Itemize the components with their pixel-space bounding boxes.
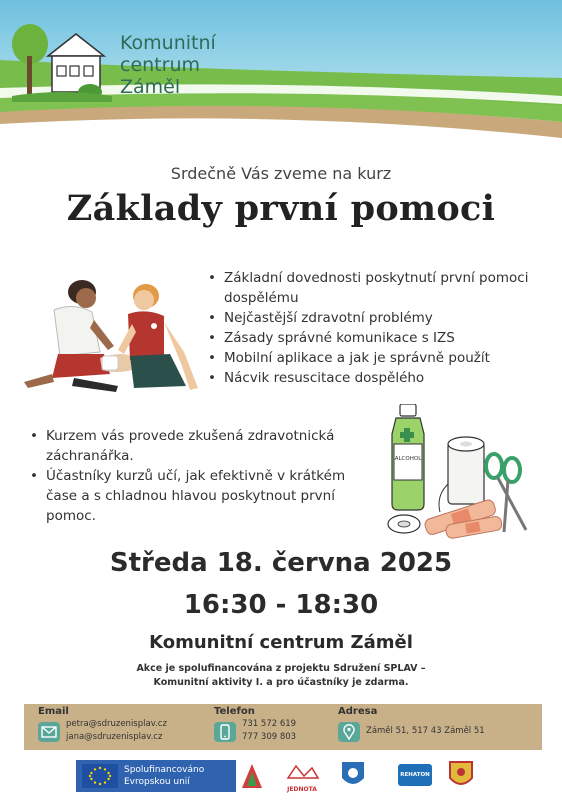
jednota-logo-mark — [284, 762, 320, 782]
email-icon — [38, 722, 60, 742]
phone-number-1[interactable]: 731 572 619 — [242, 719, 297, 729]
eu-logo — [76, 760, 236, 792]
event-date: Středa 18. června 2025 — [109, 548, 453, 578]
location-pin-icon — [338, 722, 360, 742]
phone-icon — [214, 722, 236, 742]
logo-line-2: centrum — [120, 54, 200, 76]
region-logo-1 — [238, 760, 266, 792]
eu-text-line-1: Spolufinancováno — [124, 765, 205, 775]
address-text: Záměl 51, 517 43 Záměl 51 — [366, 726, 485, 736]
bottle-label: ALCOHOL — [394, 456, 422, 462]
topics-list — [208, 268, 538, 388]
logo-line-3: Záměl — [120, 76, 181, 98]
address-heading: Adresa — [338, 706, 378, 717]
event-venue: Komunitní centrum Záměl — [149, 632, 413, 653]
email-link-1[interactable]: petra@sdruzenisplav.cz — [66, 719, 167, 729]
phone-number-2[interactable]: 777 309 803 — [242, 732, 297, 742]
logo-text — [120, 32, 216, 98]
rehaton-logo — [398, 764, 432, 786]
page-title: Základy první pomoci — [66, 188, 496, 229]
jednota-logo — [284, 762, 320, 793]
eu-flag-icon — [82, 764, 118, 788]
list-item: • Nejčastější zdravotní problémy — [208, 308, 538, 328]
contact-bar — [24, 704, 542, 750]
details-list — [30, 426, 378, 526]
email-heading: Email — [38, 706, 69, 717]
intro-text: Srdečně Vás zveme na kurz — [170, 164, 392, 183]
logo-line-1: Komunitní — [120, 32, 216, 54]
eu-text-line-2: Evropskou unií — [124, 777, 190, 787]
jednota-logo-text: JEDNOTA — [287, 786, 317, 793]
list-item: • Účastníky kurzů učí, jak efektivně v krátkém čase a s chladnou hlavou poskytnout první pomoc. — [30, 466, 378, 526]
rehaton-logo-text: REHATON — [400, 772, 430, 778]
list-item: • Kurzem vás provede zkušená zdravotnická záchranářka. — [30, 426, 378, 466]
municipality-crest — [448, 760, 474, 790]
region-logo-2 — [340, 760, 366, 790]
email-link-2[interactable]: jana@sdruzenisplav.cz — [66, 732, 163, 742]
house-tree-logo — [12, 22, 112, 102]
list-item: • Mobilní aplikace a jak je správně použít — [208, 348, 538, 368]
list-item: • Nácvik resuscitace dospělého — [208, 368, 538, 388]
list-item: • Zásady správné komunikace s IZS — [208, 328, 538, 348]
funding-note-line-2: Komunitní aktivity I. a pro účastníky je zdarma. — [153, 677, 409, 688]
first-aid-illustration — [14, 270, 200, 400]
list-item: • Základní dovednosti poskytnutí první pomoci dospělému — [208, 268, 538, 308]
funding-note — [0, 662, 562, 690]
funding-note-line-1: Akce je spolufinancována z projektu Sdružení SPLAV – — [136, 663, 426, 674]
eu-text — [124, 764, 204, 788]
medical-supplies-illustration — [386, 404, 546, 544]
sponsor-logos — [0, 756, 562, 796]
phone-heading: Telefon — [214, 706, 255, 717]
event-time: 16:30 - 18:30 — [183, 590, 379, 620]
header-banner — [0, 0, 562, 160]
